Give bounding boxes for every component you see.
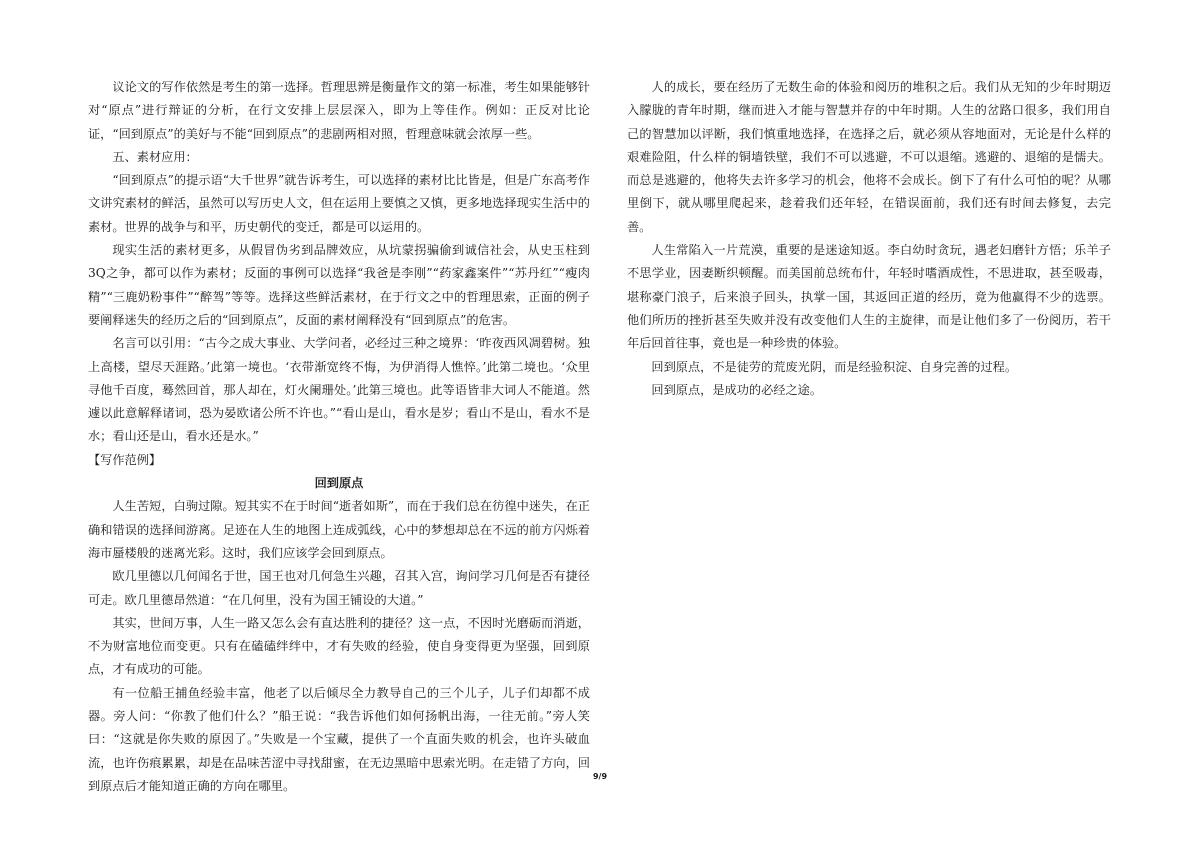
paragraph-argumentative-writing: 议论文的写作依然是考生的第一选择。哲理思辨是衡量作文的第一标准，考生如果能够针对“原点”进行辩证的分析，在行文安排上层层深入，即为上等佳作。例如：正反对比论证，“回到原点”的美好与不能“回到原点”的悲剧两相对照，哲理意味就会浓厚一些。 bbox=[88, 80, 590, 141]
essay-paragraph: 其实，世间万事，人生一路又怎么会有直达胜利的捷径？这一点，不因时光磨砺而消逝，不为财富地位而变更。只有在磕磕绊绊中，才有失败的经验，使自身变得更为坚强，回到原点，才有成功的可能。 bbox=[88, 615, 590, 677]
paragraph-material-choice: “回到原点”的提示语“大千世界”就告诉考生，可以选择的素材比比皆是，但是广东高考作文讲究素材的鲜活，虽然可以写历史人文，但在运用上要慎之又慎，更多地选择现实生活中的素材。世界的战争与和平，历史朝代的变迁，都是可以运用的。 bbox=[88, 173, 590, 234]
essay-paragraph: 有一位船王捕鱼经验丰富，他老了以后倾尽全力教导自己的三个儿子，儿子们却都不成器。旁人问：“你教了他们什么？”船王说：“我告诉他们如何扬帆出海，一往无前。”旁人笑曰：“这就是你失败的原因了。”失败是一个宝藏，提供了一个直面失败的机会，也许头破血流，也许伤痕累累，却是在品味苦涩中寻找甜蜜，在无边黑暗中思索光明。在走错了方向，回到原点后才能知道正确的方向在哪里。 bbox=[88, 685, 590, 793]
paragraph-famous-quotes: 名言可以引用：“古今之成大事业、大学问者，必经过三种之境界：‘昨夜西风凋碧树。独上高楼，望尽天涯路。’此第一境也。‘衣带渐宽终不悔，为伊消得人憔悴。’此第二境也。‘众里寻他千百度，蓦然回首，那人却在，灯火阑珊处。’此第三境也。此等语皆非大词人不能道。然遽以此意解释诸词，恐为晏欧诸公所不许也。”“看山是山，看水是岁；看山不是山，看水不是水；看山还是山，看水还是水。” bbox=[88, 336, 590, 444]
essay-paragraph: 人生苦短，白驹过隙。短其实不在于时间“逝者如斯”，而在于我们总在彷徨中迷失，在正确和错误的选择间游离。足迹在人生的地图上连成弧线，心中的梦想却总在不远的前方闪烁着海市蜃楼般的迷离光彩。这时，我们应该学会回到原点。 bbox=[88, 499, 590, 560]
essay-paragraph: 回到原点，是成功的必经之途。 bbox=[651, 382, 823, 397]
essay-title: 回到原点 bbox=[314, 476, 364, 491]
heading-material-application: 五、素材应用： bbox=[112, 149, 198, 164]
essay-paragraph: 欧几里德以几何闻名于世，国王也对几何急生兴趣，召其入宫，询问学习几何是否有捷径可走。欧几里德昂然道：“在几何里，没有为国王铺设的大道。” bbox=[88, 569, 590, 607]
essay-paragraph: 人的成长，要在经历了无数生命的体验和阅历的堆积之后。我们从无知的少年时期迈入朦胧的青年时期，继而进入才能与智慧并存的中年时期。人生的岔路口很多，我们用自己的智慧加以评断，我们慎重地选择，在选择之后，就必须从容地面对，无论是什么样的艰难险阻，什么样的铜墙铁壁，我们不可以逃避，不可以退缩。逃避的、退缩的是懦夫。而总是逃避的，他将失去许多学习的机会，他将不会成长。倒下了有什么可怕的呢？从哪里倒下，就从哪里爬起来，趁着我们还年轻，在错误面前，我们还有时间去修复，去完善。 bbox=[627, 80, 1111, 234]
left-column bbox=[88, 76, 590, 798]
essay-paragraph: 回到原点，不是徒劳的荒废光阴，而是经验积淀、自身完善的过程。 bbox=[651, 359, 1018, 374]
essay-paragraph: 人生常陷入一片荒漠，重要的是迷途知返。李白幼时贪玩，遇老妇磨针方悟；乐羊子不思学业，因妻断织顿醒。而美国前总统布什，年轻时嗜酒成性，不思进取，甚至吸毒，堪称豪门浪子，后来浪子回头，执掌一国，其返回正道的经历，竟为他赢得不少的选票。他们所历的挫折甚至失败并没有改变他们人生的主旋律，而是让他们多了一份阅历，若干年后回首往事，竟也是一种珍贵的体验。 bbox=[627, 243, 1111, 351]
section-heading-writing-example: 【写作范例】 bbox=[88, 452, 162, 467]
paragraph-real-life-material: 现实生活的素材更多，从假冒伪劣到品牌效应，从坑蒙拐骗偷到诚信社会，从史玉柱到3Q之争，都可以作为素材；反面的事例可以选择“我爸是李刚”“药家鑫案件”“苏丹红”“瘦肉精”“三鹿奶粉事件”“醉驾”等等。选择这些鲜活素材，在于行文之中的哲理思索，正面的例子要阐释迷失的经历之后的“回到原点”，反面的素材阐释没有“回到原点”的危害。 bbox=[88, 243, 590, 327]
page-number: 9/9 bbox=[592, 772, 608, 781]
right-column bbox=[627, 76, 1111, 402]
